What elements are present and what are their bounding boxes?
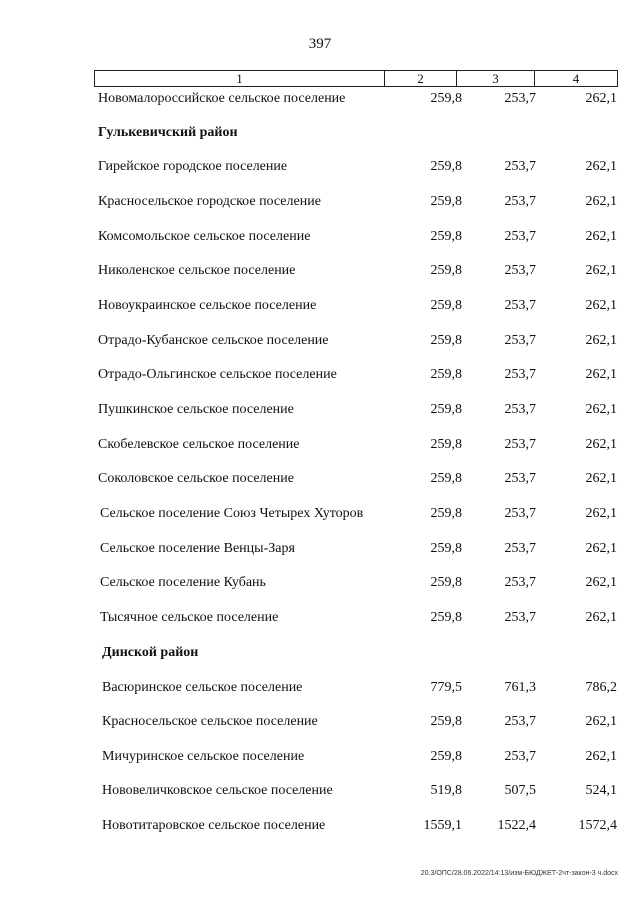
value-col-3: 253,7 [504,610,536,625]
value-col-2: 259,8 [430,437,462,452]
value-col-3: 253,7 [504,402,536,417]
value-col-3: 253,7 [504,749,536,764]
value-col-2: 259,8 [430,194,462,209]
value-col-4: 262,1 [585,610,617,625]
value-col-3: 507,5 [504,783,536,798]
table-row [0,815,640,837]
table-row [0,330,640,352]
value-col-4: 262,1 [585,333,617,348]
value-col-4: 262,1 [585,367,617,382]
value-col-3: 253,7 [504,437,536,452]
page-number: 397 [308,36,332,52]
value-col-4: 262,1 [585,263,617,278]
settlement-name: Васюринское сельское поселение [102,680,303,695]
value-col-4: 524,1 [585,783,617,798]
value-col-3: 253,7 [504,575,536,590]
value-col-2: 519,8 [430,783,462,798]
value-col-4: 262,1 [585,437,617,452]
settlement-name: Гирейское городское поселение [98,159,288,174]
table-row [0,364,640,386]
settlement-name: Комсомольское сельское поселение [98,229,311,244]
value-col-2: 259,8 [430,714,462,729]
table-row [0,711,640,733]
value-col-3: 253,7 [504,159,536,174]
value-col-4: 262,1 [585,506,617,521]
table-row [0,468,640,490]
value-col-3: 253,7 [504,367,536,382]
table-row [0,538,640,560]
value-col-2: 259,8 [430,749,462,764]
value-col-2: 779,5 [430,680,462,695]
table-row [0,677,640,699]
table-header [94,70,618,87]
table-row [0,607,640,629]
section-heading [0,122,640,144]
settlement-name: Нововеличковское сельское поселение [102,783,333,798]
value-col-3: 253,7 [504,229,536,244]
header-col-3: 3 [457,71,535,86]
value-col-4: 262,1 [585,749,617,764]
header-col-1: 1 [95,71,385,86]
value-col-3: 761,3 [504,680,536,695]
value-col-2: 259,8 [430,610,462,625]
district-name: Динской район [102,645,199,660]
header-col-2: 2 [385,71,457,86]
settlement-name: Сельское поселение Кубань [100,575,266,590]
value-col-2: 259,8 [430,575,462,590]
value-col-3: 1522,4 [497,818,536,833]
value-col-4: 262,1 [585,298,617,313]
settlement-name: Сельское поселение Венцы-Заря [100,541,295,556]
table-row [0,191,640,213]
value-col-3: 253,7 [504,298,536,313]
value-col-2: 259,8 [430,298,462,313]
value-col-3: 253,7 [504,714,536,729]
table-row [0,260,640,282]
value-col-4: 262,1 [585,229,617,244]
value-col-2: 259,8 [430,229,462,244]
settlement-name: Тысячное сельское поселение [100,610,279,625]
settlement-name: Соколовское сельское поселение [98,471,294,486]
value-col-2: 259,8 [430,367,462,382]
value-col-2: 259,8 [430,91,462,106]
value-col-2: 259,8 [430,263,462,278]
table-row [0,746,640,768]
settlement-name: Новотитаровское сельское поселение [102,818,326,833]
value-col-4: 262,1 [585,402,617,417]
settlement-name: Красносельское сельское поселение [102,714,318,729]
settlement-name: Красносельское городское поселение [98,194,321,209]
table-row [0,88,640,110]
settlement-name: Мичуринское сельское поселение [102,749,305,764]
footer-file-info: 20.3/ОПС/28.06.2022/14:13/изм-БЮДЖЕТ-2чт-закон-3 ч.docx [420,870,618,877]
value-col-2: 259,8 [430,471,462,486]
settlement-name: Скобелевское сельское поселение [98,437,300,452]
value-col-2: 259,8 [430,506,462,521]
value-col-2: 259,8 [430,541,462,556]
value-col-2: 259,8 [430,333,462,348]
value-col-4: 262,1 [585,194,617,209]
value-col-3: 253,7 [504,541,536,556]
table-row [0,226,640,248]
header-col-4: 4 [572,70,580,86]
value-col-3: 253,7 [504,194,536,209]
table-row [0,503,640,525]
value-col-4: 262,1 [585,159,617,174]
value-col-4: 262,1 [585,471,617,486]
value-col-4: 262,1 [585,541,617,556]
value-col-2: 259,8 [430,402,462,417]
value-col-3: 253,7 [504,333,536,348]
table-row [0,780,640,802]
table-row [0,572,640,594]
table-row [0,295,640,317]
settlement-name: Отрадо-Ольгинское сельское поселение [98,367,337,382]
district-name: Гулькевичский район [98,125,238,140]
section-heading [0,642,640,664]
table-row [0,434,640,456]
value-col-3: 253,7 [504,263,536,278]
value-col-4: 262,1 [585,575,617,590]
value-col-4: 786,2 [585,680,617,695]
value-col-2: 259,8 [430,159,462,174]
settlement-name: Отрадо-Кубанское сельское поселение [98,333,329,348]
table-row [0,156,640,178]
value-col-2: 1559,1 [423,818,462,833]
value-col-4: 262,1 [585,91,617,106]
settlement-name: Новомалороссийское сельское поселение [98,91,346,106]
settlement-name: Сельское поселение Союз Четырех Хуторов [100,506,364,521]
settlement-name: Новоукраинское сельское поселение [98,298,317,313]
value-col-3: 253,7 [504,506,536,521]
value-col-3: 253,7 [504,471,536,486]
value-col-3: 253,7 [504,91,536,106]
settlement-name: Пушкинское сельское поселение [98,402,294,417]
table-row [0,399,640,421]
value-col-4: 262,1 [585,714,617,729]
settlement-name: Николенское сельское поселение [98,263,296,278]
value-col-4: 1572,4 [578,818,617,833]
